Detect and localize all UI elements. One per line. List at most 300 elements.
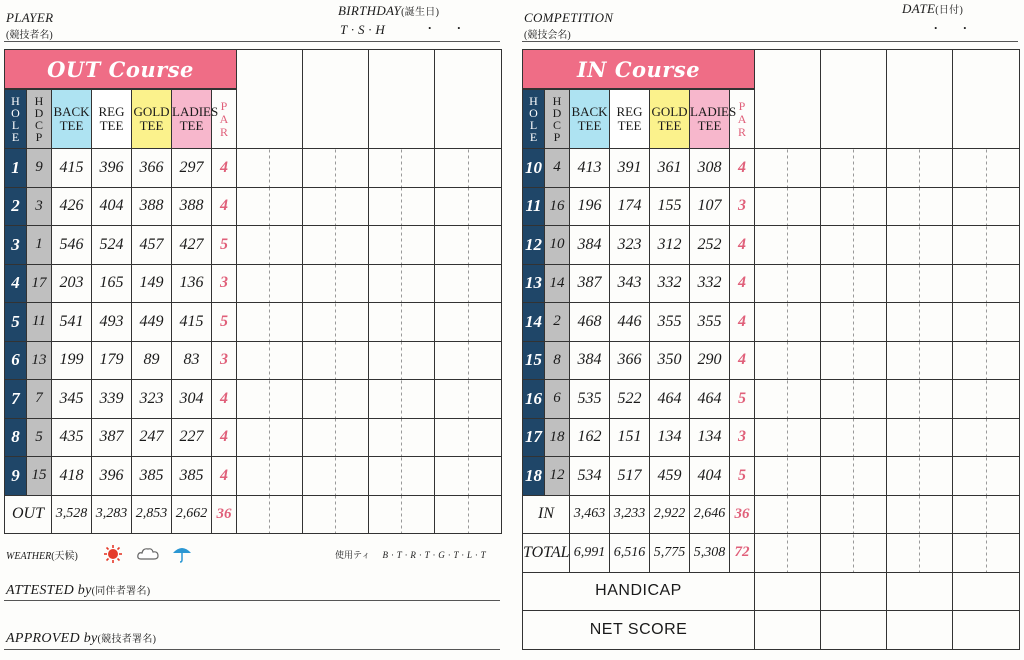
in-total-row <box>523 495 1020 534</box>
hole-row <box>5 341 502 380</box>
score-cell[interactable] <box>755 226 821 265</box>
total-label: OUT <box>5 495 52 534</box>
ladies-tee-yardage: 464 <box>690 380 730 419</box>
score-cell[interactable] <box>887 534 953 573</box>
gold-tee-total: 2,853 <box>132 495 172 534</box>
hdcp-value: 12 <box>545 457 570 496</box>
par-total: 36 <box>730 495 755 534</box>
hdcp-value: 10 <box>545 226 570 265</box>
net-score-row <box>523 611 1020 650</box>
back-tee-yardage: 387 <box>570 264 610 303</box>
score-cell[interactable] <box>887 572 953 611</box>
reg-tee-header: REG TEE <box>92 89 132 149</box>
out-course-table <box>4 49 502 534</box>
sun-icon[interactable] <box>104 545 122 563</box>
in-course-title: IN Course <box>523 50 755 90</box>
par-total: 36 <box>212 495 237 534</box>
score-cell[interactable] <box>755 611 821 650</box>
score-cell[interactable] <box>435 264 502 303</box>
handicap-row <box>523 572 1020 611</box>
score-cell[interactable] <box>821 264 887 303</box>
score-cell[interactable] <box>887 611 953 650</box>
ladies-tee-yardage: 388 <box>172 187 212 226</box>
score-cell[interactable] <box>821 534 887 573</box>
player-line <box>4 41 500 42</box>
back-tee-yardage: 345 <box>52 380 92 419</box>
gold-tee-yardage: 388 <box>132 187 172 226</box>
handicap-row-label: HANDICAP <box>523 572 755 611</box>
ladies-tee-yardage: 355 <box>690 303 730 342</box>
score-cell[interactable] <box>953 611 1020 650</box>
gold-tee-yardage: 457 <box>132 226 172 265</box>
reg-tee-yardage: 174 <box>610 187 650 226</box>
score-cell[interactable] <box>369 341 435 380</box>
back-tee-yardage: 413 <box>570 149 610 188</box>
back-tee-yardage: 534 <box>570 457 610 496</box>
score-cell[interactable] <box>953 380 1020 419</box>
score-cell[interactable] <box>755 418 821 457</box>
par-value: 3 <box>212 341 237 380</box>
gold-tee-yardage: 332 <box>650 264 690 303</box>
back-tee-yardage: 196 <box>570 187 610 226</box>
score-cell[interactable] <box>369 149 435 188</box>
hole-number: 17 <box>523 418 545 457</box>
tee-used-label: 使用ティ <box>335 550 371 560</box>
ladies-tee-header: LADIES TEE <box>172 89 212 149</box>
hdcp-value: 16 <box>545 187 570 226</box>
back-tee-header: BACK TEE <box>570 89 610 149</box>
score-cell[interactable] <box>821 418 887 457</box>
score-cell[interactable] <box>821 303 887 342</box>
back-tee-yardage: 203 <box>52 264 92 303</box>
gold-tee-yardage: 355 <box>650 303 690 342</box>
reg-tee-yardage: 522 <box>610 380 650 419</box>
score-cell[interactable] <box>303 380 369 419</box>
score-cell[interactable] <box>303 495 369 534</box>
hole-number: 13 <box>523 264 545 303</box>
gold-tee-yardage: 366 <box>132 149 172 188</box>
hole-number: 18 <box>523 457 545 496</box>
score-cell[interactable] <box>237 380 303 419</box>
score-cell[interactable] <box>755 380 821 419</box>
score-cell[interactable] <box>435 418 502 457</box>
gold-tee-yardage: 449 <box>132 303 172 342</box>
score-cell[interactable] <box>303 303 369 342</box>
score-cell[interactable] <box>303 226 369 265</box>
attested-signature-line[interactable] <box>4 600 500 601</box>
score-cell[interactable] <box>755 149 821 188</box>
score-cell[interactable] <box>435 149 502 188</box>
hole-number: 3 <box>5 226 27 265</box>
hole-number: 2 <box>5 187 27 226</box>
back-tee-yardage: 418 <box>52 457 92 496</box>
ladies-tee-yardage: 134 <box>690 418 730 457</box>
ladies-tee-yardage: 308 <box>690 149 730 188</box>
score-cell[interactable] <box>435 380 502 419</box>
hole-row <box>523 341 1020 380</box>
out-total-row <box>5 495 502 534</box>
score-cell[interactable] <box>237 303 303 342</box>
hole-number: 11 <box>523 187 545 226</box>
score-cell[interactable] <box>821 380 887 419</box>
hdcp-value: 1 <box>27 226 52 265</box>
competition-sublabel: (競技会名) <box>524 30 571 41</box>
score-cell[interactable] <box>755 495 821 534</box>
player-sublabel: (競技者名) <box>6 30 53 41</box>
score-cell[interactable] <box>887 149 953 188</box>
score-col-header[interactable] <box>369 50 435 149</box>
hole-number: 16 <box>523 380 545 419</box>
total-label: IN <box>523 495 570 534</box>
par-value: 4 <box>730 303 755 342</box>
ladies-tee-yardage: 227 <box>172 418 212 457</box>
reg-tee-yardage: 387 <box>92 418 132 457</box>
score-cell[interactable] <box>435 495 502 534</box>
ladies-tee-yardage: 107 <box>690 187 730 226</box>
back-tee-total: 3,528 <box>52 495 92 534</box>
ladies-tee-yardage: 385 <box>172 457 212 496</box>
par-value: 3 <box>212 264 237 303</box>
attested-label: ATTESTED by(同伴者署名) <box>6 583 151 598</box>
score-cell[interactable] <box>887 187 953 226</box>
reg-tee-total: 3,233 <box>610 495 650 534</box>
par-value: 4 <box>212 380 237 419</box>
hdcp-value: 17 <box>27 264 52 303</box>
hdcp-value: 14 <box>545 264 570 303</box>
hdcp-value: 15 <box>27 457 52 496</box>
score-cell[interactable] <box>755 572 821 611</box>
hole-row <box>523 264 1020 303</box>
reg-tee-yardage: 404 <box>92 187 132 226</box>
gold-tee-yardage: 361 <box>650 149 690 188</box>
score-cell[interactable] <box>369 264 435 303</box>
score-cell[interactable] <box>755 303 821 342</box>
reg-tee-total: 6,516 <box>610 534 650 573</box>
score-cell[interactable] <box>953 418 1020 457</box>
score-cell[interactable] <box>369 418 435 457</box>
score-col-header[interactable] <box>237 50 303 149</box>
hole-number: 9 <box>5 457 27 496</box>
par-value: 4 <box>212 418 237 457</box>
score-cell[interactable] <box>821 341 887 380</box>
score-cell[interactable] <box>821 457 887 496</box>
score-col-header[interactable] <box>755 50 821 149</box>
par-value: 3 <box>730 187 755 226</box>
competition-label: COMPETITION <box>524 10 614 25</box>
reg-tee-yardage: 366 <box>610 341 650 380</box>
back-tee-yardage: 199 <box>52 341 92 380</box>
back-tee-yardage: 435 <box>52 418 92 457</box>
back-tee-yardage: 546 <box>52 226 92 265</box>
ladies-tee-yardage: 332 <box>690 264 730 303</box>
score-cell[interactable] <box>237 149 303 188</box>
ladies-tee-total: 2,662 <box>172 495 212 534</box>
score-cell[interactable] <box>755 187 821 226</box>
score-cell[interactable] <box>887 418 953 457</box>
score-cell[interactable] <box>369 226 435 265</box>
competition-line <box>522 41 1018 42</box>
score-cell[interactable] <box>369 187 435 226</box>
gold-tee-yardage: 350 <box>650 341 690 380</box>
ladies-tee-yardage: 290 <box>690 341 730 380</box>
approved-label: APPROVED by(競技者署名) <box>6 631 157 646</box>
score-col-header[interactable] <box>303 50 369 149</box>
score-cell[interactable] <box>237 264 303 303</box>
score-cell[interactable] <box>755 457 821 496</box>
reg-tee-yardage: 396 <box>92 149 132 188</box>
score-cell[interactable] <box>303 341 369 380</box>
score-cell[interactable] <box>953 264 1020 303</box>
score-cell[interactable] <box>369 495 435 534</box>
score-cell[interactable] <box>887 264 953 303</box>
score-cell[interactable] <box>953 534 1020 573</box>
score-cell[interactable] <box>887 495 953 534</box>
score-cell[interactable] <box>303 457 369 496</box>
hole-number: 8 <box>5 418 27 457</box>
score-cell[interactable] <box>755 341 821 380</box>
ladies-tee-yardage: 304 <box>172 380 212 419</box>
score-col-header[interactable] <box>953 50 1020 149</box>
back-tee-yardage: 162 <box>570 418 610 457</box>
score-cell[interactable] <box>303 149 369 188</box>
hdcp-value: 8 <box>545 341 570 380</box>
hole-row <box>5 418 502 457</box>
back-tee-yardage: 384 <box>570 226 610 265</box>
hole-number: 10 <box>523 149 545 188</box>
score-cell[interactable] <box>821 572 887 611</box>
hdcp-value: 3 <box>27 187 52 226</box>
hdcp-header: H D C P <box>27 89 52 149</box>
hdcp-value: 5 <box>27 418 52 457</box>
back-tee-yardage: 384 <box>570 341 610 380</box>
hdcp-header: H D C P <box>545 89 570 149</box>
par-value: 4 <box>212 149 237 188</box>
score-cell[interactable] <box>435 457 502 496</box>
score-cell[interactable] <box>953 149 1020 188</box>
hole-number: 1 <box>5 149 27 188</box>
par-header: P A R <box>212 89 237 149</box>
hole-number: 5 <box>5 303 27 342</box>
par-value: 5 <box>730 457 755 496</box>
hole-row <box>523 226 1020 265</box>
back-tee-header: BACK TEE <box>52 89 92 149</box>
par-value: 4 <box>730 264 755 303</box>
gold-tee-header: GOLD TEE <box>650 89 690 149</box>
gold-tee-total: 5,775 <box>650 534 690 573</box>
score-cell[interactable] <box>755 264 821 303</box>
gold-tee-yardage: 312 <box>650 226 690 265</box>
hole-row <box>523 457 1020 496</box>
hdcp-value: 2 <box>545 303 570 342</box>
score-cell[interactable] <box>369 303 435 342</box>
score-cell[interactable] <box>237 226 303 265</box>
score-cell[interactable] <box>435 341 502 380</box>
score-cell[interactable] <box>821 495 887 534</box>
hole-row <box>523 303 1020 342</box>
score-col-header[interactable] <box>821 50 887 149</box>
gold-tee-total: 2,922 <box>650 495 690 534</box>
in-course-table <box>522 49 1020 650</box>
score-cell[interactable] <box>821 611 887 650</box>
date-dots: · · <box>934 20 967 35</box>
score-col-header[interactable] <box>887 50 953 149</box>
birthday-era: T · S · H <box>340 22 386 37</box>
hole-number: 12 <box>523 226 545 265</box>
score-col-header[interactable] <box>435 50 502 149</box>
birthday-label: BIRTHDAY(誕生日) <box>338 3 440 18</box>
ladies-tee-yardage: 297 <box>172 149 212 188</box>
reg-tee-yardage: 517 <box>610 457 650 496</box>
ladies-tee-total: 5,308 <box>690 534 730 573</box>
hole-row <box>5 303 502 342</box>
hdcp-value: 13 <box>27 341 52 380</box>
hole-row <box>523 187 1020 226</box>
score-cell[interactable] <box>303 187 369 226</box>
hole-row <box>5 380 502 419</box>
score-cell[interactable] <box>887 226 953 265</box>
score-cell[interactable] <box>369 380 435 419</box>
hdcp-value: 9 <box>27 149 52 188</box>
gold-tee-yardage: 323 <box>132 380 172 419</box>
gold-tee-yardage: 464 <box>650 380 690 419</box>
hdcp-value: 7 <box>27 380 52 419</box>
hole-row <box>5 187 502 226</box>
par-value: 4 <box>730 149 755 188</box>
gold-tee-header: GOLD TEE <box>132 89 172 149</box>
net-score-row-label: NET SCORE <box>523 611 755 650</box>
ladies-tee-total: 2,646 <box>690 495 730 534</box>
par-value: 5 <box>730 380 755 419</box>
hole-row <box>5 457 502 496</box>
gold-tee-yardage: 385 <box>132 457 172 496</box>
score-cell[interactable] <box>887 457 953 496</box>
hole-number: 15 <box>523 341 545 380</box>
reg-tee-total: 3,283 <box>92 495 132 534</box>
hole-number: 14 <box>523 303 545 342</box>
reg-tee-yardage: 179 <box>92 341 132 380</box>
score-cell[interactable] <box>237 495 303 534</box>
par-value: 4 <box>212 457 237 496</box>
grand-total-row <box>523 534 1020 573</box>
hdcp-value: 4 <box>545 149 570 188</box>
gold-tee-yardage: 247 <box>132 418 172 457</box>
score-cell[interactable] <box>237 187 303 226</box>
back-tee-yardage: 415 <box>52 149 92 188</box>
par-value: 5 <box>212 226 237 265</box>
umbrella-icon[interactable] <box>172 544 192 564</box>
score-cell[interactable] <box>953 495 1020 534</box>
score-cell[interactable] <box>435 303 502 342</box>
weather-label: WEATHER(天候) <box>6 550 78 562</box>
reg-tee-yardage: 343 <box>610 264 650 303</box>
gold-tee-yardage: 155 <box>650 187 690 226</box>
gold-tee-yardage: 89 <box>132 341 172 380</box>
back-tee-total: 6,991 <box>570 534 610 573</box>
par-header: P A R <box>730 89 755 149</box>
hole-number: 4 <box>5 264 27 303</box>
tee-options[interactable]: B · T · R · T · G · T · L · T <box>382 550 486 560</box>
reg-tee-yardage: 391 <box>610 149 650 188</box>
hole-row <box>523 380 1020 419</box>
back-tee-yardage: 535 <box>570 380 610 419</box>
score-cell[interactable] <box>435 187 502 226</box>
reg-tee-yardage: 396 <box>92 457 132 496</box>
score-cell[interactable] <box>887 380 953 419</box>
par-value: 3 <box>730 418 755 457</box>
hole-number: 7 <box>5 380 27 419</box>
score-cell[interactable] <box>953 187 1020 226</box>
back-tee-yardage: 541 <box>52 303 92 342</box>
player-label: PLAYER <box>6 10 54 25</box>
score-cell[interactable] <box>953 457 1020 496</box>
score-cell[interactable] <box>821 226 887 265</box>
par-value: 4 <box>730 341 755 380</box>
score-cell[interactable] <box>887 303 953 342</box>
ladies-tee-yardage: 83 <box>172 341 212 380</box>
score-cell[interactable] <box>953 341 1020 380</box>
score-cell[interactable] <box>237 457 303 496</box>
reg-tee-yardage: 151 <box>610 418 650 457</box>
reg-tee-yardage: 323 <box>610 226 650 265</box>
total-label: TOTAL <box>523 534 570 573</box>
score-cell[interactable] <box>369 457 435 496</box>
score-cell[interactable] <box>435 226 502 265</box>
score-cell[interactable] <box>237 418 303 457</box>
score-cell[interactable] <box>887 341 953 380</box>
back-tee-yardage: 426 <box>52 187 92 226</box>
score-cell[interactable] <box>821 187 887 226</box>
ladies-tee-header: LADIES TEE <box>690 89 730 149</box>
reg-tee-yardage: 493 <box>92 303 132 342</box>
score-cell[interactable] <box>953 572 1020 611</box>
weather-row <box>6 544 192 564</box>
hole-row <box>5 264 502 303</box>
ladies-tee-yardage: 136 <box>172 264 212 303</box>
birthday-dots: · · <box>428 20 461 35</box>
score-cell[interactable] <box>821 149 887 188</box>
score-cell[interactable] <box>953 226 1020 265</box>
reg-tee-yardage: 524 <box>92 226 132 265</box>
reg-tee-yardage: 165 <box>92 264 132 303</box>
approved-signature-line[interactable] <box>4 649 500 650</box>
par-value: 4 <box>730 226 755 265</box>
reg-tee-yardage: 446 <box>610 303 650 342</box>
score-cell[interactable] <box>303 264 369 303</box>
hole-row <box>523 418 1020 457</box>
reg-tee-header: REG TEE <box>610 89 650 149</box>
hole-header: H O L E <box>5 89 27 149</box>
back-tee-yardage: 468 <box>570 303 610 342</box>
ladies-tee-yardage: 404 <box>690 457 730 496</box>
score-cell[interactable] <box>953 303 1020 342</box>
par-value: 4 <box>212 187 237 226</box>
par-value: 5 <box>212 303 237 342</box>
hole-row <box>523 149 1020 188</box>
ladies-tee-yardage: 427 <box>172 226 212 265</box>
hole-row <box>5 149 502 188</box>
date-label: DATE(日付) <box>902 1 964 16</box>
hole-row <box>5 226 502 265</box>
gold-tee-yardage: 459 <box>650 457 690 496</box>
hole-number: 6 <box>5 341 27 380</box>
cloud-icon[interactable] <box>136 546 160 562</box>
ladies-tee-yardage: 415 <box>172 303 212 342</box>
gold-tee-yardage: 149 <box>132 264 172 303</box>
score-cell[interactable] <box>755 534 821 573</box>
score-cell[interactable] <box>237 341 303 380</box>
hdcp-value: 6 <box>545 380 570 419</box>
score-cell[interactable] <box>303 418 369 457</box>
